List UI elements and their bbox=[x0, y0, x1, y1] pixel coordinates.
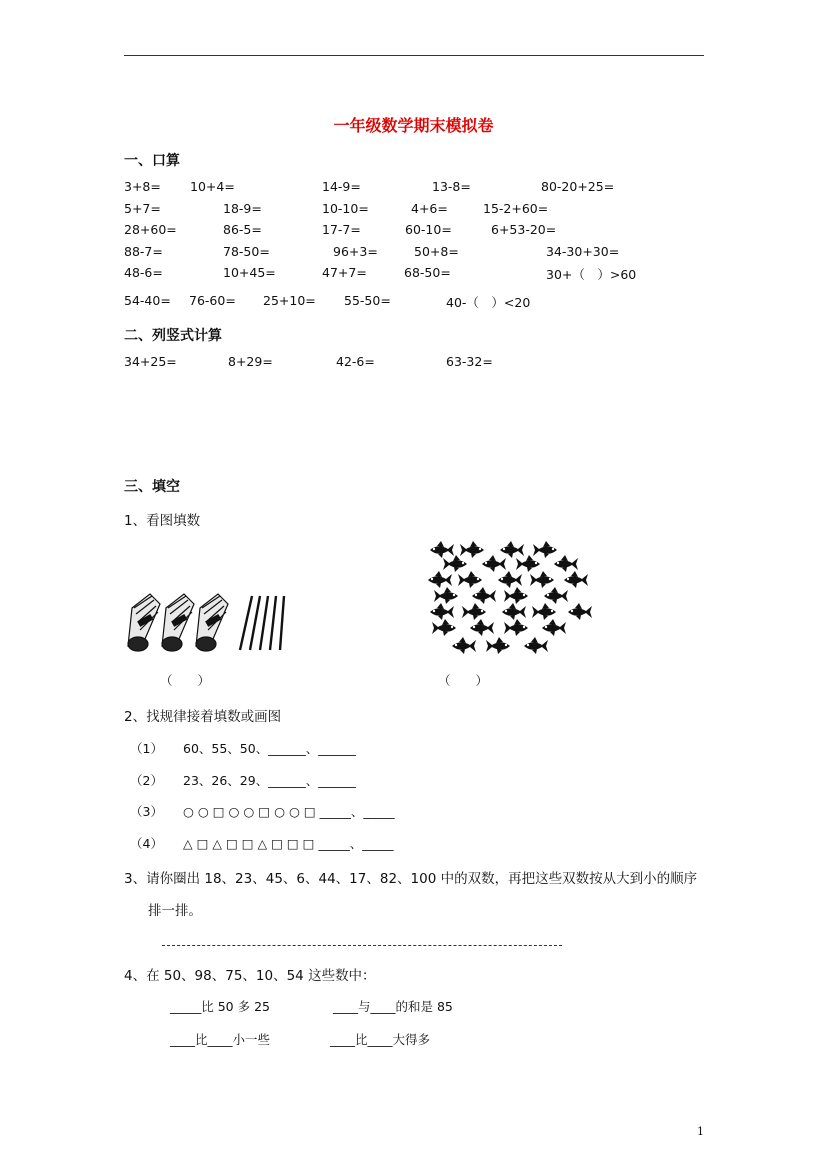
header-rule bbox=[124, 55, 704, 56]
fish-icon bbox=[434, 587, 458, 604]
fish-icon bbox=[430, 541, 454, 558]
fish-icon bbox=[430, 603, 454, 620]
fish-icon bbox=[470, 619, 494, 636]
oral-item: 10+4= bbox=[190, 179, 235, 194]
fish-icon bbox=[458, 571, 482, 588]
fish-icon bbox=[432, 619, 456, 636]
oral-item: 17-7= bbox=[322, 222, 361, 237]
pattern-1-text: 60、55、50、______、______ bbox=[183, 741, 356, 756]
section-heading-oral: 一、口算 bbox=[124, 153, 180, 169]
fish-icon bbox=[443, 555, 467, 572]
fish-icon bbox=[486, 637, 510, 654]
fish-icon bbox=[533, 541, 557, 558]
fish-icon bbox=[504, 619, 528, 636]
bundle-3 bbox=[196, 594, 228, 651]
oral-item: 54-40= bbox=[124, 293, 171, 308]
oral-item: 4+6= bbox=[411, 201, 448, 216]
loose-sticks bbox=[240, 596, 284, 650]
fish-icon bbox=[524, 637, 548, 654]
fish-icon bbox=[498, 571, 522, 588]
question-4-part-c: ____比____小一些 bbox=[170, 1032, 271, 1047]
section-heading-fill: 三、填空 bbox=[124, 479, 180, 495]
pattern-2-text: 23、26、29、______、______ bbox=[183, 773, 356, 788]
oral-item: 18-9= bbox=[223, 201, 262, 216]
question-3: 3、请你圈出 18、23、45、6、44、17、82、100 中的双数，再把这些双数按从大到小的顺序 bbox=[124, 871, 698, 887]
fish-icon bbox=[428, 571, 452, 588]
pattern-4-text: △ □ △ □ □ △ □ □ □ _____、_____ bbox=[183, 836, 394, 851]
bundle-1 bbox=[128, 594, 160, 651]
oral-item: 5+7= bbox=[124, 201, 161, 216]
oral-item: 13-8= bbox=[432, 179, 471, 194]
oral-item: 10+45= bbox=[223, 265, 276, 280]
page-title: 一年级数学期末模拟卷 bbox=[333, 116, 494, 135]
answer-line bbox=[162, 945, 562, 946]
oral-item: 40-（ ）<20 bbox=[446, 295, 531, 310]
fish-icon bbox=[502, 603, 526, 620]
page-number: 1 bbox=[697, 1125, 704, 1138]
fish-icon bbox=[460, 541, 484, 558]
question-1: 1、看图填数 bbox=[124, 513, 201, 529]
oral-item: 28+60= bbox=[124, 222, 177, 237]
oral-item: 34-30+30= bbox=[546, 244, 620, 259]
vertical-item: 34+25= bbox=[124, 354, 177, 369]
oral-item: 48-6= bbox=[124, 265, 163, 280]
fish-icon bbox=[482, 555, 506, 572]
fish-icon bbox=[542, 619, 566, 636]
oral-item: 78-50= bbox=[223, 244, 270, 259]
oral-item: 60-10= bbox=[405, 222, 452, 237]
pattern-1-number: （1） bbox=[130, 741, 163, 756]
oral-item: 55-50= bbox=[344, 293, 391, 308]
bundle-2 bbox=[162, 594, 194, 651]
oral-item: 10-10= bbox=[322, 201, 369, 216]
question-2: 2、找规律接着填数或画图 bbox=[124, 709, 282, 725]
oral-item: 80-20+25= bbox=[541, 179, 615, 194]
question-4-part-b: ____与____的和是 85 bbox=[333, 999, 453, 1014]
fish-icon bbox=[462, 603, 486, 620]
question-4-part-a: _____比 50 多 25 bbox=[170, 999, 270, 1014]
fish-icon bbox=[516, 555, 540, 572]
oral-item: 88-7= bbox=[124, 244, 163, 259]
oral-item: 50+8= bbox=[414, 244, 459, 259]
fish-icon bbox=[544, 587, 568, 604]
fish-icon bbox=[452, 637, 476, 654]
question-3-continued: 排一排。 bbox=[148, 903, 202, 919]
fish-group-image bbox=[422, 540, 592, 665]
stick-bundles-image bbox=[124, 588, 294, 658]
fish-icon bbox=[500, 541, 524, 558]
vertical-item: 8+29= bbox=[228, 354, 273, 369]
section-heading-vertical: 二、列竖式计算 bbox=[124, 328, 222, 344]
fish-icon bbox=[568, 603, 592, 620]
oral-item: 14-9= bbox=[322, 179, 361, 194]
oral-item: 47+7= bbox=[322, 265, 367, 280]
fish-icon bbox=[532, 603, 556, 620]
oral-item: 68-50= bbox=[404, 265, 451, 280]
oral-item: 3+8= bbox=[124, 179, 161, 194]
pattern-4-number: （4） bbox=[130, 836, 163, 851]
oral-item: 96+3= bbox=[333, 244, 378, 259]
blank-fish-count: （ ） bbox=[438, 673, 489, 688]
question-4-part-d: ____比____大得多 bbox=[330, 1032, 431, 1047]
fish-icon bbox=[554, 555, 578, 572]
fish-icon bbox=[472, 587, 496, 604]
oral-item: 6+53-20= bbox=[491, 222, 557, 237]
fish-icon bbox=[564, 571, 588, 588]
vertical-item: 42-6= bbox=[336, 354, 375, 369]
question-4: 4、在 50、98、75、10、54 这些数中： bbox=[124, 968, 376, 984]
oral-item: 25+10= bbox=[263, 293, 316, 308]
pattern-3-text: ○ ○ □ ○ ○ □ ○ ○ □ _____、_____ bbox=[183, 804, 395, 819]
oral-item: 30+（ ）>60 bbox=[546, 267, 637, 282]
oral-item: 15-2+60= bbox=[483, 201, 549, 216]
fish-icon bbox=[530, 571, 554, 588]
pattern-2-number: （2） bbox=[130, 773, 163, 788]
oral-item: 86-5= bbox=[223, 222, 262, 237]
pattern-3-number: （3） bbox=[130, 804, 163, 819]
vertical-item: 63-32= bbox=[446, 354, 493, 369]
oral-item: 76-60= bbox=[189, 293, 236, 308]
fish-icon bbox=[504, 587, 528, 604]
blank-sticks-count: （ ） bbox=[160, 673, 211, 688]
